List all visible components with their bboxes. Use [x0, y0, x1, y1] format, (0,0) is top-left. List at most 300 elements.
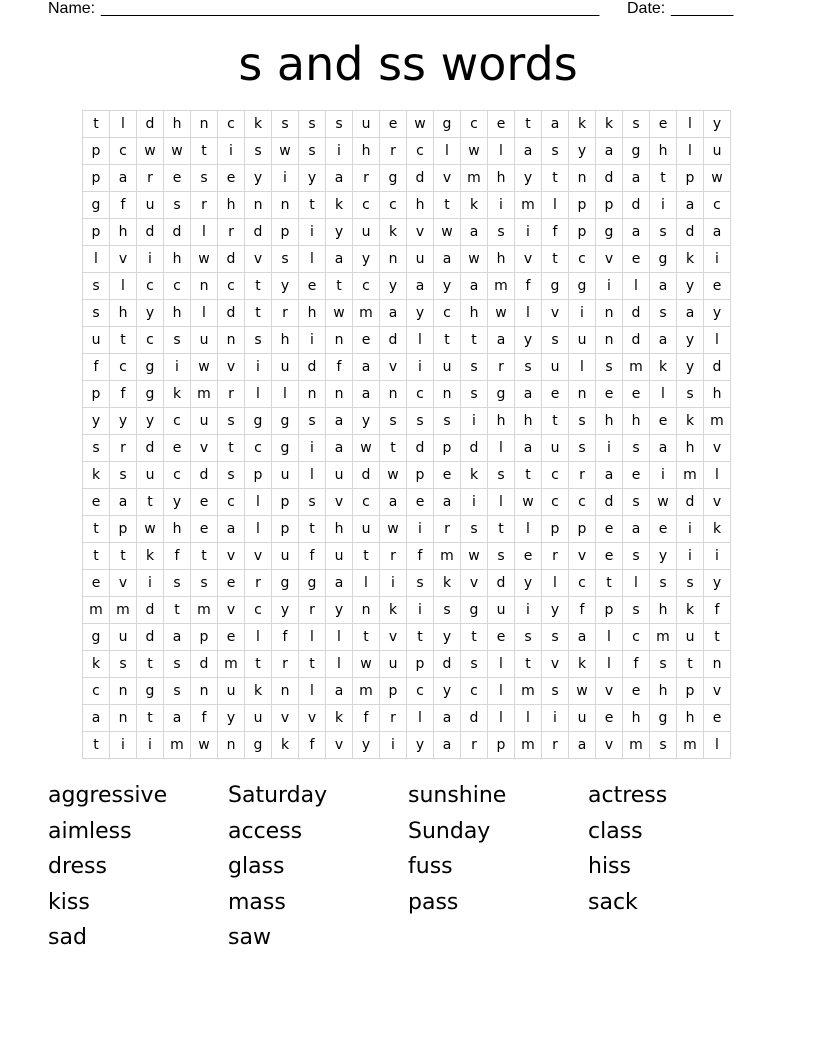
grid-cell[interactable]: t	[191, 543, 218, 570]
grid-cell[interactable]: n	[596, 300, 623, 327]
grid-cell[interactable]: p	[83, 138, 110, 165]
grid-cell[interactable]: p	[272, 489, 299, 516]
grid-cell[interactable]: d	[623, 192, 650, 219]
grid-cell[interactable]: s	[677, 570, 704, 597]
grid-cell[interactable]: g	[461, 597, 488, 624]
grid-cell[interactable]: a	[218, 516, 245, 543]
grid-cell[interactable]: e	[488, 111, 515, 138]
grid-cell[interactable]: l	[434, 138, 461, 165]
grid-cell[interactable]: l	[353, 570, 380, 597]
grid-cell[interactable]: e	[83, 570, 110, 597]
grid-cell[interactable]: y	[218, 705, 245, 732]
grid-cell[interactable]: g	[542, 273, 569, 300]
grid-cell[interactable]: l	[542, 192, 569, 219]
grid-cell[interactable]: a	[650, 273, 677, 300]
grid-cell[interactable]: s	[434, 597, 461, 624]
grid-cell[interactable]: f	[407, 543, 434, 570]
grid-cell[interactable]: e	[218, 165, 245, 192]
grid-cell[interactable]: y	[353, 246, 380, 273]
grid-cell[interactable]: a	[488, 327, 515, 354]
grid-cell[interactable]: a	[623, 516, 650, 543]
grid-cell[interactable]: l	[596, 624, 623, 651]
grid-cell[interactable]: f	[542, 219, 569, 246]
grid-cell[interactable]: a	[407, 273, 434, 300]
grid-cell[interactable]: c	[623, 624, 650, 651]
grid-cell[interactable]: h	[461, 300, 488, 327]
grid-cell[interactable]: n	[272, 678, 299, 705]
grid-cell[interactable]: d	[677, 489, 704, 516]
grid-cell[interactable]: u	[434, 354, 461, 381]
grid-cell[interactable]: a	[461, 273, 488, 300]
grid-cell[interactable]: k	[164, 381, 191, 408]
grid-cell[interactable]: s	[461, 354, 488, 381]
grid-cell[interactable]: p	[569, 192, 596, 219]
grid-cell[interactable]: m	[623, 354, 650, 381]
grid-cell[interactable]: s	[83, 300, 110, 327]
grid-cell[interactable]: d	[245, 219, 272, 246]
grid-cell[interactable]: h	[623, 408, 650, 435]
grid-cell[interactable]: c	[569, 246, 596, 273]
grid-cell[interactable]: p	[407, 462, 434, 489]
grid-cell[interactable]: h	[677, 705, 704, 732]
grid-cell[interactable]: h	[677, 435, 704, 462]
grid-cell[interactable]: k	[569, 651, 596, 678]
grid-cell[interactable]: i	[137, 246, 164, 273]
grid-cell[interactable]: y	[137, 408, 164, 435]
grid-cell[interactable]: p	[569, 219, 596, 246]
grid-cell[interactable]: r	[218, 219, 245, 246]
grid-cell[interactable]: p	[434, 435, 461, 462]
grid-cell[interactable]: d	[137, 624, 164, 651]
grid-cell[interactable]: w	[164, 138, 191, 165]
grid-cell[interactable]: p	[272, 219, 299, 246]
grid-cell[interactable]: k	[650, 354, 677, 381]
grid-cell[interactable]: u	[272, 543, 299, 570]
grid-cell[interactable]: u	[110, 624, 137, 651]
grid-cell[interactable]: k	[83, 651, 110, 678]
grid-cell[interactable]: e	[407, 489, 434, 516]
grid-cell[interactable]: l	[326, 651, 353, 678]
grid-cell[interactable]: c	[380, 192, 407, 219]
grid-cell[interactable]: w	[407, 111, 434, 138]
grid-cell[interactable]: n	[245, 192, 272, 219]
grid-cell[interactable]: l	[272, 381, 299, 408]
grid-cell[interactable]: v	[326, 489, 353, 516]
grid-cell[interactable]: f	[299, 543, 326, 570]
grid-cell[interactable]: s	[164, 678, 191, 705]
grid-cell[interactable]: e	[515, 543, 542, 570]
grid-cell[interactable]: e	[83, 489, 110, 516]
grid-cell[interactable]: n	[299, 381, 326, 408]
grid-cell[interactable]: a	[434, 246, 461, 273]
grid-cell[interactable]: a	[677, 300, 704, 327]
grid-cell[interactable]: p	[407, 651, 434, 678]
grid-cell[interactable]: w	[515, 489, 542, 516]
grid-cell[interactable]: r	[110, 435, 137, 462]
grid-cell[interactable]: y	[434, 624, 461, 651]
grid-cell[interactable]: h	[515, 408, 542, 435]
grid-cell[interactable]: d	[704, 354, 731, 381]
grid-cell[interactable]: v	[515, 246, 542, 273]
grid-cell[interactable]: a	[326, 570, 353, 597]
grid-cell[interactable]: w	[488, 300, 515, 327]
grid-cell[interactable]: v	[569, 543, 596, 570]
grid-cell[interactable]: s	[272, 111, 299, 138]
grid-cell[interactable]: a	[380, 300, 407, 327]
grid-cell[interactable]: d	[353, 462, 380, 489]
grid-cell[interactable]: r	[272, 300, 299, 327]
grid-cell[interactable]: u	[353, 219, 380, 246]
grid-cell[interactable]: k	[677, 246, 704, 273]
grid-cell[interactable]: m	[515, 732, 542, 759]
grid-cell[interactable]: t	[299, 192, 326, 219]
grid-cell[interactable]: s	[380, 408, 407, 435]
grid-cell[interactable]: f	[83, 354, 110, 381]
grid-cell[interactable]: d	[218, 246, 245, 273]
grid-cell[interactable]: t	[137, 705, 164, 732]
grid-cell[interactable]: s	[83, 273, 110, 300]
grid-cell[interactable]: n	[380, 381, 407, 408]
grid-cell[interactable]: i	[326, 138, 353, 165]
grid-cell[interactable]: t	[407, 624, 434, 651]
grid-cell[interactable]: r	[299, 597, 326, 624]
grid-cell[interactable]: l	[704, 732, 731, 759]
grid-cell[interactable]: f	[623, 651, 650, 678]
grid-cell[interactable]: k	[137, 543, 164, 570]
grid-cell[interactable]: v	[218, 543, 245, 570]
grid-cell[interactable]: h	[164, 516, 191, 543]
grid-cell[interactable]: k	[272, 732, 299, 759]
grid-cell[interactable]: s	[461, 381, 488, 408]
grid-cell[interactable]: a	[83, 705, 110, 732]
grid-cell[interactable]: p	[83, 165, 110, 192]
grid-cell[interactable]: a	[326, 678, 353, 705]
grid-cell[interactable]: s	[407, 408, 434, 435]
grid-cell[interactable]: a	[326, 246, 353, 273]
grid-cell[interactable]: v	[299, 705, 326, 732]
grid-cell[interactable]: n	[569, 381, 596, 408]
grid-cell[interactable]: i	[650, 462, 677, 489]
grid-cell[interactable]: e	[596, 705, 623, 732]
grid-cell[interactable]: y	[407, 300, 434, 327]
grid-cell[interactable]: h	[407, 192, 434, 219]
grid-cell[interactable]: i	[137, 732, 164, 759]
grid-cell[interactable]: h	[218, 192, 245, 219]
grid-cell[interactable]: m	[461, 165, 488, 192]
grid-cell[interactable]: t	[326, 273, 353, 300]
grid-cell[interactable]: d	[407, 165, 434, 192]
grid-cell[interactable]: e	[191, 489, 218, 516]
grid-cell[interactable]: a	[515, 138, 542, 165]
grid-cell[interactable]: i	[380, 732, 407, 759]
grid-cell[interactable]: v	[542, 300, 569, 327]
grid-cell[interactable]: a	[434, 489, 461, 516]
grid-cell[interactable]: m	[83, 597, 110, 624]
grid-cell[interactable]: f	[569, 597, 596, 624]
grid-cell[interactable]: s	[299, 489, 326, 516]
grid-cell[interactable]: t	[110, 327, 137, 354]
grid-cell[interactable]: p	[596, 192, 623, 219]
grid-cell[interactable]: g	[380, 165, 407, 192]
grid-cell[interactable]: d	[218, 300, 245, 327]
grid-cell[interactable]: d	[164, 219, 191, 246]
grid-cell[interactable]: w	[461, 138, 488, 165]
grid-cell[interactable]: c	[434, 300, 461, 327]
grid-cell[interactable]: k	[704, 516, 731, 543]
grid-cell[interactable]: l	[623, 570, 650, 597]
grid-cell[interactable]: m	[704, 408, 731, 435]
grid-cell[interactable]: g	[569, 273, 596, 300]
grid-cell[interactable]: l	[83, 246, 110, 273]
grid-cell[interactable]: t	[137, 651, 164, 678]
grid-cell[interactable]: k	[677, 597, 704, 624]
grid-cell[interactable]: e	[299, 273, 326, 300]
grid-cell[interactable]: u	[326, 543, 353, 570]
grid-cell[interactable]: l	[596, 651, 623, 678]
grid-cell[interactable]: g	[272, 570, 299, 597]
grid-cell[interactable]: h	[623, 705, 650, 732]
grid-cell[interactable]: i	[380, 570, 407, 597]
grid-cell[interactable]: c	[407, 678, 434, 705]
grid-cell[interactable]: h	[650, 138, 677, 165]
grid-cell[interactable]: a	[380, 489, 407, 516]
grid-cell[interactable]: w	[434, 219, 461, 246]
grid-cell[interactable]: c	[353, 273, 380, 300]
grid-cell[interactable]: s	[650, 300, 677, 327]
grid-cell[interactable]: i	[704, 543, 731, 570]
grid-cell[interactable]: d	[137, 435, 164, 462]
grid-cell[interactable]: g	[434, 111, 461, 138]
grid-cell[interactable]: m	[110, 597, 137, 624]
grid-cell[interactable]: h	[353, 138, 380, 165]
grid-cell[interactable]: t	[218, 435, 245, 462]
grid-cell[interactable]: i	[677, 516, 704, 543]
grid-cell[interactable]: w	[461, 246, 488, 273]
grid-cell[interactable]: y	[245, 165, 272, 192]
grid-cell[interactable]: s	[164, 651, 191, 678]
grid-cell[interactable]: u	[380, 651, 407, 678]
grid-cell[interactable]: c	[245, 597, 272, 624]
grid-cell[interactable]: s	[515, 354, 542, 381]
grid-cell[interactable]: y	[515, 327, 542, 354]
grid-cell[interactable]: s	[569, 435, 596, 462]
grid-cell[interactable]: t	[245, 300, 272, 327]
grid-cell[interactable]: e	[623, 678, 650, 705]
grid-cell[interactable]: w	[461, 543, 488, 570]
grid-cell[interactable]: s	[299, 111, 326, 138]
grid-cell[interactable]: s	[623, 543, 650, 570]
grid-cell[interactable]: e	[596, 516, 623, 543]
grid-cell[interactable]: i	[110, 732, 137, 759]
grid-cell[interactable]: l	[407, 705, 434, 732]
grid-cell[interactable]: y	[434, 273, 461, 300]
grid-cell[interactable]: c	[83, 678, 110, 705]
grid-cell[interactable]: g	[245, 732, 272, 759]
grid-cell[interactable]: t	[434, 192, 461, 219]
grid-cell[interactable]: s	[461, 516, 488, 543]
grid-cell[interactable]: y	[515, 570, 542, 597]
grid-cell[interactable]: h	[704, 381, 731, 408]
grid-cell[interactable]: i	[407, 354, 434, 381]
grid-cell[interactable]: s	[542, 138, 569, 165]
grid-cell[interactable]: i	[515, 597, 542, 624]
grid-cell[interactable]: i	[542, 705, 569, 732]
grid-cell[interactable]: i	[488, 192, 515, 219]
grid-cell[interactable]: l	[245, 381, 272, 408]
grid-cell[interactable]: c	[110, 354, 137, 381]
grid-cell[interactable]: e	[434, 462, 461, 489]
grid-cell[interactable]: w	[380, 516, 407, 543]
grid-cell[interactable]: p	[272, 516, 299, 543]
grid-cell[interactable]: v	[434, 165, 461, 192]
grid-cell[interactable]: s	[488, 543, 515, 570]
grid-cell[interactable]: v	[245, 246, 272, 273]
grid-cell[interactable]: l	[110, 111, 137, 138]
grid-cell[interactable]: e	[542, 381, 569, 408]
grid-cell[interactable]: f	[353, 705, 380, 732]
grid-cell[interactable]: y	[515, 165, 542, 192]
grid-cell[interactable]: i	[218, 138, 245, 165]
grid-cell[interactable]: k	[596, 111, 623, 138]
grid-cell[interactable]: s	[596, 354, 623, 381]
grid-cell[interactable]: s	[245, 138, 272, 165]
grid-cell[interactable]: n	[704, 651, 731, 678]
grid-cell[interactable]: w	[137, 138, 164, 165]
grid-cell[interactable]: a	[542, 111, 569, 138]
grid-cell[interactable]: c	[461, 678, 488, 705]
grid-cell[interactable]: n	[191, 678, 218, 705]
grid-cell[interactable]: t	[83, 111, 110, 138]
grid-cell[interactable]: d	[137, 219, 164, 246]
grid-cell[interactable]: f	[110, 192, 137, 219]
grid-cell[interactable]: i	[272, 165, 299, 192]
grid-cell[interactable]: y	[353, 732, 380, 759]
grid-cell[interactable]: k	[83, 462, 110, 489]
grid-cell[interactable]: k	[326, 705, 353, 732]
grid-cell[interactable]: d	[191, 462, 218, 489]
grid-cell[interactable]: i	[461, 408, 488, 435]
grid-cell[interactable]: g	[83, 192, 110, 219]
grid-cell[interactable]: p	[596, 597, 623, 624]
grid-cell[interactable]: t	[164, 597, 191, 624]
grid-cell[interactable]: s	[650, 651, 677, 678]
grid-cell[interactable]: m	[164, 732, 191, 759]
grid-cell[interactable]: l	[488, 138, 515, 165]
grid-cell[interactable]: l	[299, 462, 326, 489]
grid-cell[interactable]: a	[353, 381, 380, 408]
grid-cell[interactable]: d	[596, 165, 623, 192]
grid-cell[interactable]: a	[326, 435, 353, 462]
grid-cell[interactable]: v	[596, 678, 623, 705]
grid-cell[interactable]: d	[191, 651, 218, 678]
grid-cell[interactable]: n	[434, 381, 461, 408]
grid-cell[interactable]: c	[569, 570, 596, 597]
grid-cell[interactable]: y	[83, 408, 110, 435]
grid-cell[interactable]: a	[596, 138, 623, 165]
grid-cell[interactable]: t	[191, 138, 218, 165]
grid-cell[interactable]: f	[515, 273, 542, 300]
grid-cell[interactable]: r	[488, 354, 515, 381]
grid-cell[interactable]: s	[407, 570, 434, 597]
grid-cell[interactable]: t	[353, 543, 380, 570]
grid-cell[interactable]: t	[83, 543, 110, 570]
grid-cell[interactable]: y	[164, 489, 191, 516]
grid-cell[interactable]: n	[353, 597, 380, 624]
grid-cell[interactable]: y	[353, 408, 380, 435]
grid-cell[interactable]: s	[461, 651, 488, 678]
grid-cell[interactable]: l	[542, 570, 569, 597]
grid-cell[interactable]: g	[137, 354, 164, 381]
grid-cell[interactable]: l	[299, 624, 326, 651]
grid-cell[interactable]: r	[353, 165, 380, 192]
grid-cell[interactable]: p	[677, 678, 704, 705]
grid-cell[interactable]: p	[83, 381, 110, 408]
grid-cell[interactable]: a	[515, 435, 542, 462]
grid-cell[interactable]: u	[353, 111, 380, 138]
grid-cell[interactable]: m	[677, 462, 704, 489]
grid-cell[interactable]: r	[569, 462, 596, 489]
grid-cell[interactable]: s	[83, 435, 110, 462]
grid-cell[interactable]: t	[299, 516, 326, 543]
grid-cell[interactable]: f	[110, 381, 137, 408]
grid-cell[interactable]: l	[191, 300, 218, 327]
grid-cell[interactable]: d	[461, 705, 488, 732]
grid-cell[interactable]: a	[569, 732, 596, 759]
grid-cell[interactable]: h	[596, 408, 623, 435]
grid-cell[interactable]: c	[164, 408, 191, 435]
grid-cell[interactable]: p	[569, 516, 596, 543]
grid-cell[interactable]: t	[542, 246, 569, 273]
grid-cell[interactable]: l	[623, 273, 650, 300]
grid-cell[interactable]: c	[218, 273, 245, 300]
grid-cell[interactable]: s	[650, 219, 677, 246]
grid-cell[interactable]: h	[299, 300, 326, 327]
grid-cell[interactable]: a	[434, 705, 461, 732]
grid-cell[interactable]: d	[623, 300, 650, 327]
grid-cell[interactable]: e	[488, 624, 515, 651]
grid-cell[interactable]: h	[488, 246, 515, 273]
grid-cell[interactable]: k	[380, 597, 407, 624]
grid-cell[interactable]: c	[542, 462, 569, 489]
grid-cell[interactable]: u	[83, 327, 110, 354]
grid-cell[interactable]: d	[407, 435, 434, 462]
grid-cell[interactable]: t	[704, 624, 731, 651]
grid-cell[interactable]: v	[380, 624, 407, 651]
grid-cell[interactable]: s	[110, 651, 137, 678]
grid-cell[interactable]: m	[353, 300, 380, 327]
grid-cell[interactable]: m	[191, 597, 218, 624]
grid-cell[interactable]: w	[191, 732, 218, 759]
grid-cell[interactable]: n	[380, 246, 407, 273]
grid-cell[interactable]: w	[569, 678, 596, 705]
grid-cell[interactable]: e	[704, 705, 731, 732]
grid-cell[interactable]: s	[623, 489, 650, 516]
grid-cell[interactable]: n	[218, 732, 245, 759]
grid-cell[interactable]: c	[353, 489, 380, 516]
grid-cell[interactable]: e	[596, 543, 623, 570]
grid-cell[interactable]: n	[218, 327, 245, 354]
grid-cell[interactable]: t	[542, 165, 569, 192]
grid-cell[interactable]: a	[353, 354, 380, 381]
grid-cell[interactable]: p	[83, 219, 110, 246]
grid-cell[interactable]: l	[704, 327, 731, 354]
grid-cell[interactable]: p	[245, 462, 272, 489]
grid-cell[interactable]: l	[488, 435, 515, 462]
grid-cell[interactable]: a	[650, 327, 677, 354]
grid-cell[interactable]: l	[245, 516, 272, 543]
grid-cell[interactable]: t	[110, 543, 137, 570]
grid-cell[interactable]: g	[488, 381, 515, 408]
